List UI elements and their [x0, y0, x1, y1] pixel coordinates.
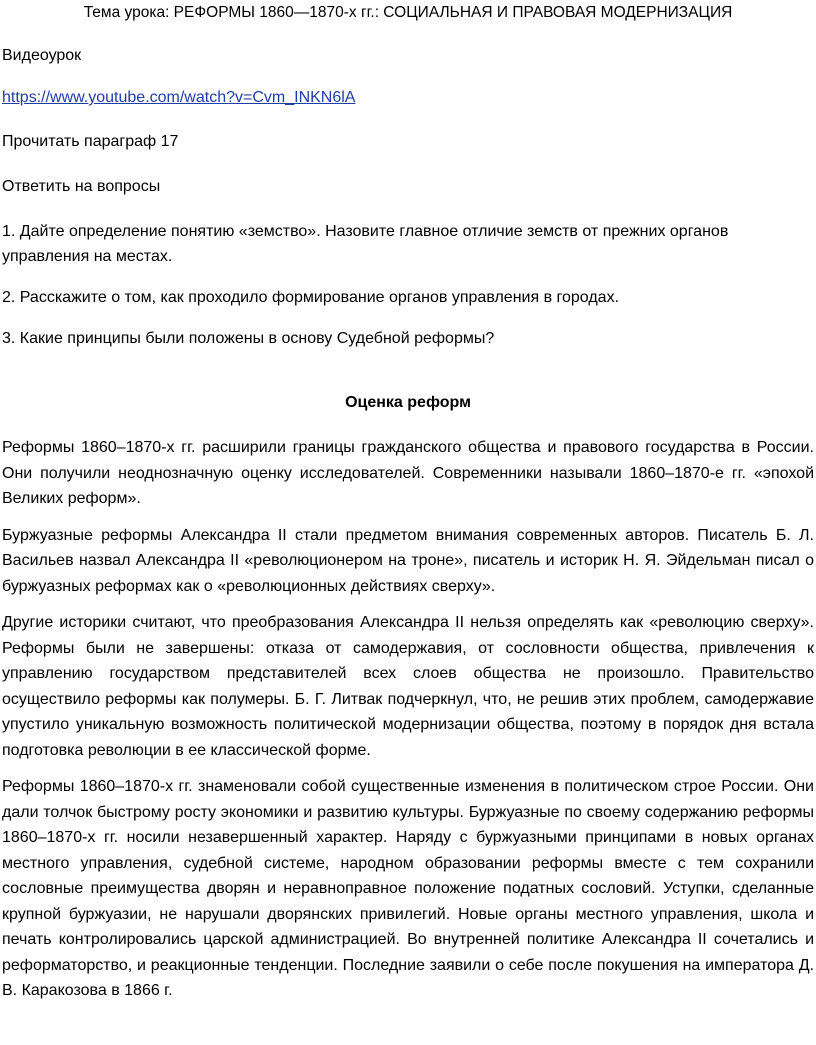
- answer-task: Ответить на вопросы: [2, 178, 161, 195]
- video-link[interactable]: https://www.youtube.com/watch?v=Cvm_INKN6lA: [2, 89, 356, 106]
- paragraph-1: Реформы 1860–1870-х гг. расширили границы гражданского общества и правового государства в России. Они получили неоднозначную оценку исследователей. Современники называли 1860–1870-е гг. «эпохой Великих реформ».: [2, 439, 814, 507]
- paragraph-4: Реформы 1860–1870-х гг. знаменовали собой существенные изменения в политическом строе России. Они дали толчок быстрому росту экономики и развитию культуры. Буржуазные по своему содержанию реформы 1860–1870-х гг. носили незавершенный характер. Наряду с буржуазными принципами в новых органах местного управления, судебной системе, народном образовании реформы вместе с тем сохранили сословные преимущества дворян и неравноправное положение податных сословий. Уступки, сделанные крупной буржуазии, не нарушали дворянских привилегий. Новые органы местного управления, школа и печать контролировались царской администрацией. Во внутренней политике Александра II сочетались и реформаторство, и реакционные тенденции. Последние заявили о себе после покушения на императора Д. В. Каракозова в 1866 г.: [2, 778, 814, 999]
- question-1: 1. Дайте определение понятию «земство». Назовите главное отличие земств от прежних органов управления на местах.: [2, 223, 729, 265]
- question-3: 3. Какие принципы были положены в основу Судебной реформы?: [2, 330, 495, 347]
- paragraph-2: Буржуазные реформы Александра II стали предметом внимания современных авторов. Писатель Б. Л. Васильев назвал Александра II «революционером на троне», писатель и историк Н. Я. Эйдельман писал о буржуазных реформах как о «революционных действиях сверху».: [2, 526, 814, 595]
- read-task: Прочитать параграф 17: [2, 133, 179, 150]
- video-label: Видеоурок: [2, 47, 82, 64]
- section-heading: Оценка реформ: [345, 394, 471, 411]
- paragraph-3: Другие историки считают, что преобразования Александра II нельзя определять как «революцию сверху». Реформы были не завершены: отказа от самодержавия, от сословности общества, привлечения к управлению государством представителей всех слоев общества не произошло. Правительство осуществило реформы как полумеры. Б. Г. Литвак подчеркнул, что, не решив этих проблем, самодержавие упустило уникальную возможность политической модернизации общества, поэтому в порядок дня встала подготовка революции в ее классической форме.: [2, 614, 814, 759]
- question-2: 2. Расскажите о том, как проходило формирование органов управления в городах.: [2, 289, 620, 306]
- lesson-title: Тема урока: РЕФОРМЫ 1860—1870-х гг.: СОЦИАЛЬНАЯ И ПРАВОВАЯ МОДЕРНИЗАЦИЯ: [83, 4, 733, 21]
